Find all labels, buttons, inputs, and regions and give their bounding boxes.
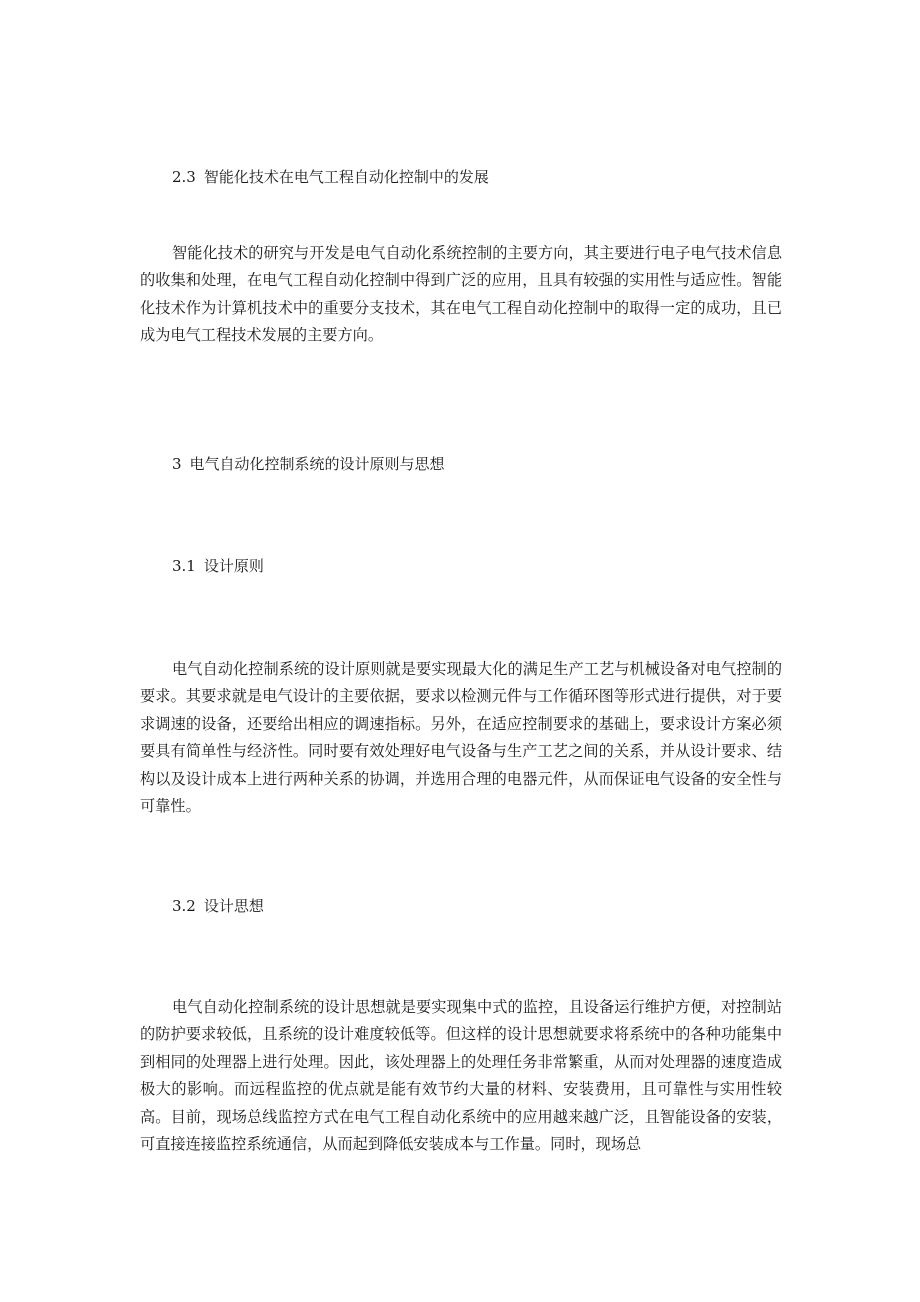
paragraph-design-idea: 电气自动化控制系统的设计思想就是要实现集中式的监控，且设备运行维护方便，对控制站的防护要求较低，且系统的设计难度较低等。但这样的设计思想就要求将系统中的各种功能集中到相同的处理器上进行处理。因此，该处理器上的处理任务非常繁重，从而对处理器的速度造成极大的影响。而远程监控的优点就是能有效节约大量的材料、安装费用，且可靠性与实用性较高。目前，现场总线监控方式在电气工程自动化系统中的应用越来越广泛，且智能设备的安装，可直接连接监控系统通信，从而起到降低安装成本与工作量。同时，现场总	[140, 998, 782, 1154]
paragraph-intelligent-technology: 智能化技术的研究与开发是电气自动化系统控制的主要方向，其主要进行电子电气技术信息的收集和处理，在电气工程自动化控制中得到广泛的应用，且具有较强的实用性与适应性。智能化技术作为计算机技术中的重要分支技术，其在电气工程自动化控制中的取得一定的成功，且已成为电气工程技术发展的主要方向。	[140, 244, 782, 345]
section-title: 电气自动化控制系统的设计原则与思想	[189, 455, 445, 473]
section-number: 3	[172, 455, 182, 473]
section-heading-3	[172, 454, 445, 474]
section-heading-3-1	[172, 556, 264, 576]
section-number: 2.3	[172, 168, 196, 186]
section-title: 设计思想	[203, 897, 264, 915]
section-heading-2-3	[172, 167, 489, 187]
section-title: 设计原则	[203, 557, 264, 575]
paragraph-design-principle: 电气自动化控制系统的设计原则就是要实现最大化的满足生产工艺与机械设备对电气控制的要求。其要求就是电气设计的主要依据，要求以检测元件与工作循环图等形式进行提供，对于要求调速的设备，还要给出相应的调速指标。另外，在适应控制要求的基础上，要求设计方案必须要具有简单性与经济性。同时要有效处理好电气设备与生产工艺之间的关系，并从设计要求、结构以及设计成本上进行两种关系的协调，并选用合理的电器元件，从而保证电气设备的安全性与可靠性。	[140, 660, 782, 816]
section-title: 智能化技术在电气工程自动化控制中的发展	[203, 168, 489, 186]
section-number: 3.1	[172, 557, 196, 575]
section-number: 3.2	[172, 897, 196, 915]
section-heading-3-2	[172, 896, 264, 916]
